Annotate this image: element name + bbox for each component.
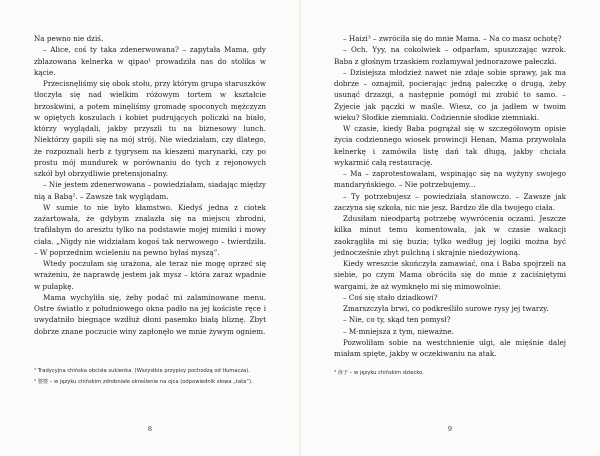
paragraph: Zdusiłam nieodpartą potrzebę wywrócenia oczami. Jeszcze kilka minut temu komentowała, jak w czasie wakacji zaokrągliła mi się buzia; tylko według jej logiki można być jednocześnie zbyt pulchną i skrajnie niedożywioną. [334,214,566,257]
left-page-footnotes [34,368,266,390]
paragraph: – Ma – zaprotestowałam, wspinając się na wyżyny swojego mandaryńskiego. – Nie potrzebujemy... [334,169,566,190]
paragraph: – M-mniejsza z tym, nieważne. [343,326,454,336]
right-page-body [334,33,566,359]
right-page [300,0,600,456]
footnote: ¹ Tradycyjna chińska obcisła sukienka. (Wszystkie przypisy pochodzą od tłumacza). [34,368,250,374]
right-page-footnotes [334,370,566,381]
left-page-body [34,33,266,337]
paragraph: – Nie jestem zdenerwowana – powiedziałam, siadając między nią a Babą². – Zawsze tak wyglądam. [34,180,266,201]
paragraph: – Alice, coś ty taka zdenerwowana? – zapytała Mama, gdy zblazowana kelnerka w qipao¹ prowadziła nas do stolika w kącie. [34,45,266,77]
paragraph: – Nie, co ty, skąd ten pomysł? [343,315,451,325]
footnote: ³ 孩子 – w języku chińskim dziecko. [334,370,424,376]
paragraph: Pozwoliłam sobie na westchnienie ulgi, ale mięśnie dalej miałam spięte, jakby w oczekiwaniu na atak. [334,337,566,358]
paragraph: Kiedy wreszcie skończyła zamawiać, ona i Baba spojrzeli na siebie, po czym Mama obróciła się do mnie z zaciśniętymi wargami, że aż wymknęło mi się mimowolnie: [334,259,566,291]
paragraph: – Coś się stało dziadkowi? [343,292,438,302]
page-number: 9 [447,425,453,433]
paragraph: – Ty potrzebujesz – powiedziała stanowczo. – Zawsze jak zaczyna się szkoła, nic nie jesz. Bardzo źle dla twojego ciała. [334,191,566,212]
paragraph: Mama wychyliła się, żeby podać mi zalaminowane menu. Ostre światło z południowego okna padło na jej kościste ręce i uwydatniło biegnące wzdłuż dłoni pasemko białą bliznę. Zbyt dobrze znane poczucie winy zapłonęło we mnie żywym ogniem. [34,292,266,336]
paragraph: Przecisnęliśmy się obok stołu, przy którym grupa staruszków tłoczyła się nad wielkim różowym tortem w kształcie brzoskwini, a potem minęliśmy gromadę spoconych mężczyzn w opiętych koszulach i kobiet pudrujących policzki na biało, którzy wyglądali, jakby przyszli tu na biznesowy lunch. Niektórzy gapili się na mój strój. Nie wiedziałam, czy dlatego, że rozpoznali herb z tygrysem na kieszeni marynarki, czy po prostu mój mundurek w porównaniu do tych z rejonowych szkół był obrzydliwie pretensjonalny. [34,79,266,178]
paragraph: W sumie to nie było kłamstwo. Kiedyś jedna z ciotek zażartowała, że gdybym znalazła się na miejscu zbrodni, trafiłabym do aresztu tylko na podstawie mojej mimiki i mowy ciała. „Nigdy nie widziałam kogoś tak nerwowego – twierdziła. – W poprzednim wcieleniu na pewno byłaś myszą”. [34,202,266,257]
footnote: ² 婆婆 – w języku chińskim zdrobniałe określenie na ojca (odpowiednik słowa „tata”). [34,379,253,385]
paragraph: Zmarszczyła brwi, co podkreśliło surowe rysy jej twarzy. [343,304,549,313]
paragraph: – Och. Yyy, na cokolwiek – odparłam, spuszczając wzrok. Baba z głośnym trzaskiem rozłamywał jednorazowe pałeczki. [334,45,566,66]
paragraph: Wtedy poczułam się urażona, ale teraz nie mogę oprzeć się wrażeniu, że naprawdę jestem jak mysz – która zaraz wpadnie w pułapkę. [34,259,266,291]
paragraph: – Dzisiejsza młodzież nawet nie zdaje sobie sprawy, jak ma dobrze – oznajmił, pocierając jedną pałeczkę o drugą, żeby usunąć drzazgi, a następnie pomógł mi zrobić to samo. – Zyjecie jak pączki w maśle. Wiesz, co ja jadłem w twoim wieku? Słodkie ziemniaki. Codziennie słodkie ziemniaki. [334,67,566,122]
paragraph: – Haizi³ – zwróciła się do mnie Mama. – Na co masz ochotę? [343,34,562,43]
paragraph: Na pewno nie dziś. [34,34,104,43]
paragraph: W czasie, kiedy Baba pogrążał się w szczegółowym opisie życia codziennego wiosek prowincji Henan, Mama przywołała kelnerkę i zamówiła listę dań tak długą, jakby chciała wykarmić całą restaurację. [334,124,566,167]
page-number: 8 [147,425,153,433]
